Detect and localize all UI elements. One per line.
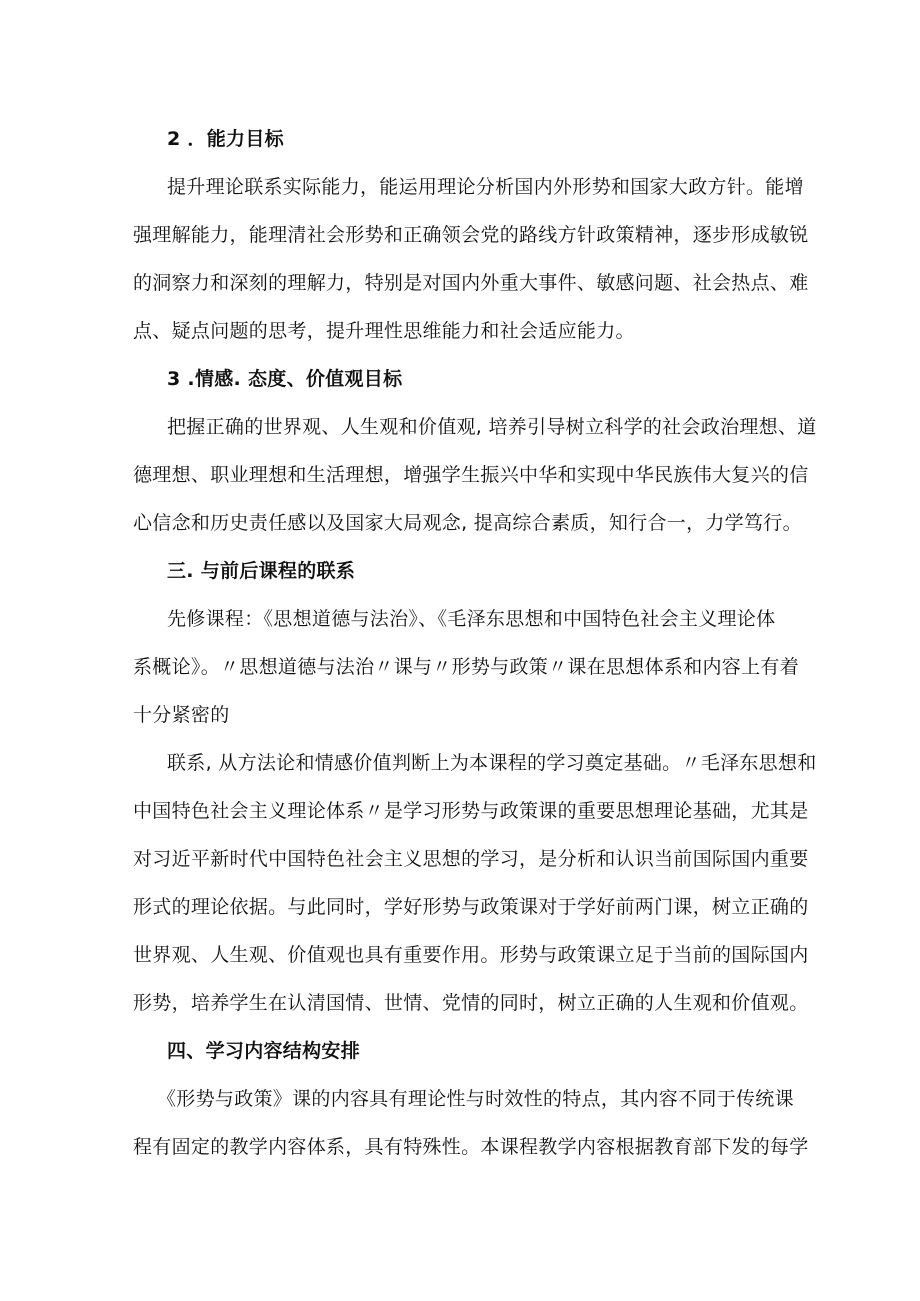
paragraph-line: 心信念和历史责任感以及国家大局观念, 提高综合素质，知行合一，力学笃行。 <box>133 512 802 534</box>
paragraph-line: 点、疑点问题的思考，提升理性思维能力和社会适应能力。 <box>133 320 635 342</box>
paragraph-line: 中国特色社会主义理论体系〃是学习形势与政策课的重要思想理论基础，尤其是 <box>133 800 809 822</box>
section-heading-content-structure: 四、学习内容结构安排 <box>167 1040 361 1062</box>
paragraph-line: 的洞察力和深刻的理解力，特别是对国内外重大事件、敏感问题、社会热点、难 <box>133 272 809 294</box>
paragraph-line: 程有固定的教学内容体系，具有特殊性。本课程教学内容根据教育部下发的每学 <box>133 1136 809 1158</box>
paragraph-line: 《形势与政策》课的内容具有理论性与时效性的特点，其内容不同于传统课 <box>157 1088 794 1110</box>
paragraph-line: 十分紧密的 <box>133 704 230 726</box>
paragraph-line: 联系, 从方法论和情感价值判断上为本课程的学习奠定基础。〃毛泽东思想和 <box>167 752 817 774</box>
paragraph-line: 把握正确的世界观、人生观和价值观, 培养引导树立科学的社会政治理想、道 <box>167 416 817 438</box>
paragraph-line: 系概论》。〃思想道德与法治〃课与〃形势与政策〃课在思想体系和内容上有着 <box>133 656 800 678</box>
paragraph-line: 形式的理论依据。与此同时，学好形势与政策课对于学好前两门课，树立正确的 <box>133 896 809 918</box>
paragraph-line: 世界观、人生观、价值观也具有重要作用。形势与政策课立足于当前的国际国内 <box>133 944 809 966</box>
section-heading-course-relation: 三. 与前后课程的联系 <box>167 560 356 582</box>
paragraph-line: 先修课程：《思想道德与法治》、《毛泽东思想和中国特色社会主义理论体 <box>167 608 776 630</box>
section-heading-ability-goals: 2 ．能力目标 <box>167 128 284 150</box>
paragraph-line: 德理想、职业理想和生活理想，增强学生振兴中华和实现中华民族伟大复兴的信 <box>133 464 809 486</box>
paragraph-line: 提升理论联系实际能力，能运用理论分析国内外形势和国家大政方针。能增 <box>167 176 804 198</box>
paragraph-line: 强理解能力，能理清社会形势和正确领会党的路线方针政策精神，逐步形成敏锐 <box>133 224 809 246</box>
section-heading-emotion-goals: 3 .情感. 态度、价值观目标 <box>167 368 403 390</box>
paragraph-line: 对习近平新时代中国特色社会主义思想的学习，是分析和认识当前国际国内重要 <box>133 848 809 870</box>
paragraph-line: 形势，培养学生在认清国情、世情、党情的同时，树立正确的人生观和价值观。 <box>133 992 809 1014</box>
